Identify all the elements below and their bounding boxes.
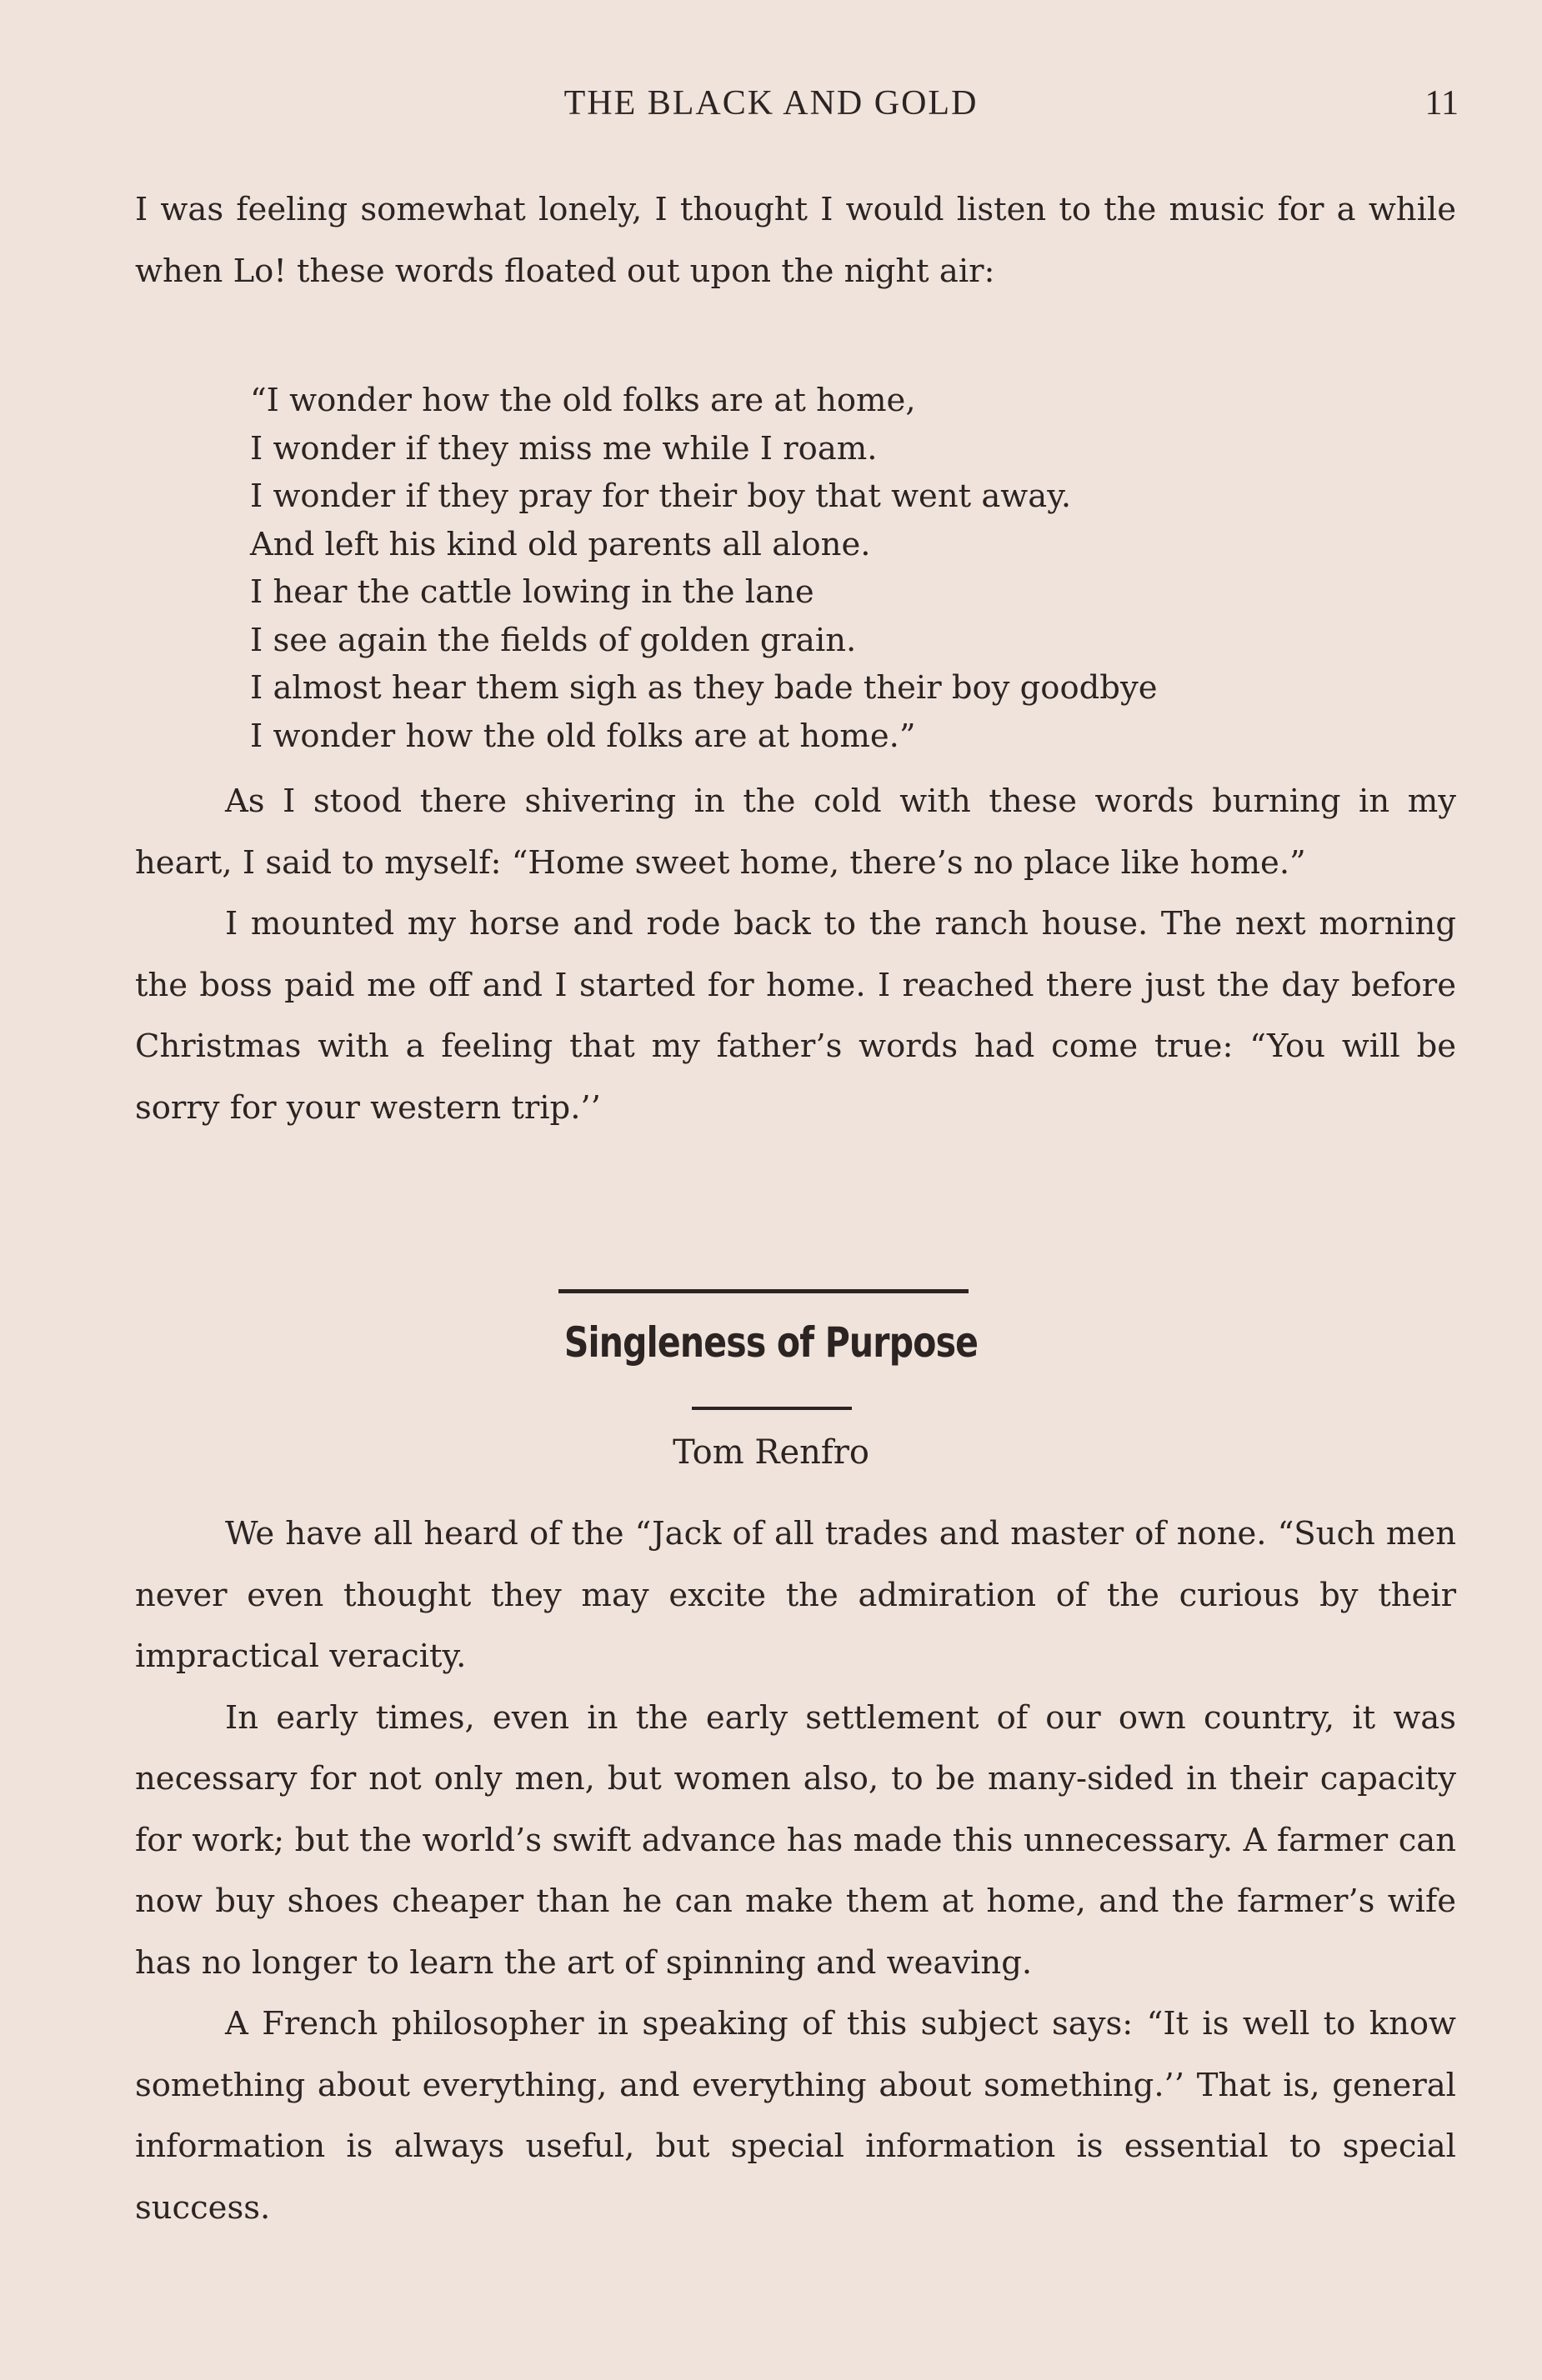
article-author: Tom Renfro <box>673 1433 869 1472</box>
page-number: 11 <box>1424 84 1459 122</box>
running-title: THE BLACK AND GOLD <box>563 84 979 122</box>
verse-line: “I wonder how the old folks are at home, <box>250 382 916 419</box>
story-intro-block <box>135 179 1456 302</box>
story-closing-block <box>135 771 1456 1138</box>
article-title: Singleness of Purpose <box>563 1318 979 1367</box>
story-intro-paragraph: I was feeling somewhat lonely, I thought I would listen to the music for a while when Lo! these words floated out upon the night air: <box>135 191 1456 290</box>
section-divider-rule <box>558 1289 969 1293</box>
verse-line: I wonder if they miss me while I roam. <box>250 429 878 468</box>
verse-line: I wonder how the old folks are at home.” <box>250 717 916 755</box>
article-paragraph: In early times, even in the early settlement of our own country, it was necessary for not only men, but women also, to be many-sided in their capacity for work; but the world’s swift advance has made this unnecessary. A farmer can now buy shoes cheaper than he can make them at home, and the farmer’s wife has no longer to learn the art of spinning and weaving. <box>135 1698 1456 1982</box>
verse-line: I see again the fields of golden grain. <box>250 621 857 659</box>
story-paragraph: As I stood there shivering in the cold with these words burning in my heart, I said to myself: “Home sweet home, there’s no place like home.” <box>135 782 1456 882</box>
article-paragraph: We have all heard of the “Jack of all trades and master of none. “Such men never even thought they may excite the admiration of the curious by their impractical veracity. <box>135 1515 1456 1675</box>
title-underline-rule <box>692 1407 852 1410</box>
article-paragraph: A French philosopher in speaking of this subject says: “It is well to know something about everything, and everything about something.’’ That is, general information is always useful, but special information is essential to special success. <box>135 2005 1456 2227</box>
song-verse <box>250 377 1417 760</box>
verse-line: I hear the cattle lowing in the lane <box>250 573 814 611</box>
story-paragraph: I mounted my horse and rode back to the ranch house. The next morning the boss paid me off and I started for home. I reached there just the day before Christmas with a feeling that my father’s words had come true: “You will be sorry for your western trip.’’ <box>135 905 1456 1127</box>
verse-line: I wonder if they pray for their boy that went away. <box>250 478 1072 515</box>
verse-line: And left his kind old parents all alone. <box>250 525 871 563</box>
verse-line: I almost hear them sigh as they bade their boy goodbye <box>250 669 1158 707</box>
article-body <box>135 1503 1456 2238</box>
